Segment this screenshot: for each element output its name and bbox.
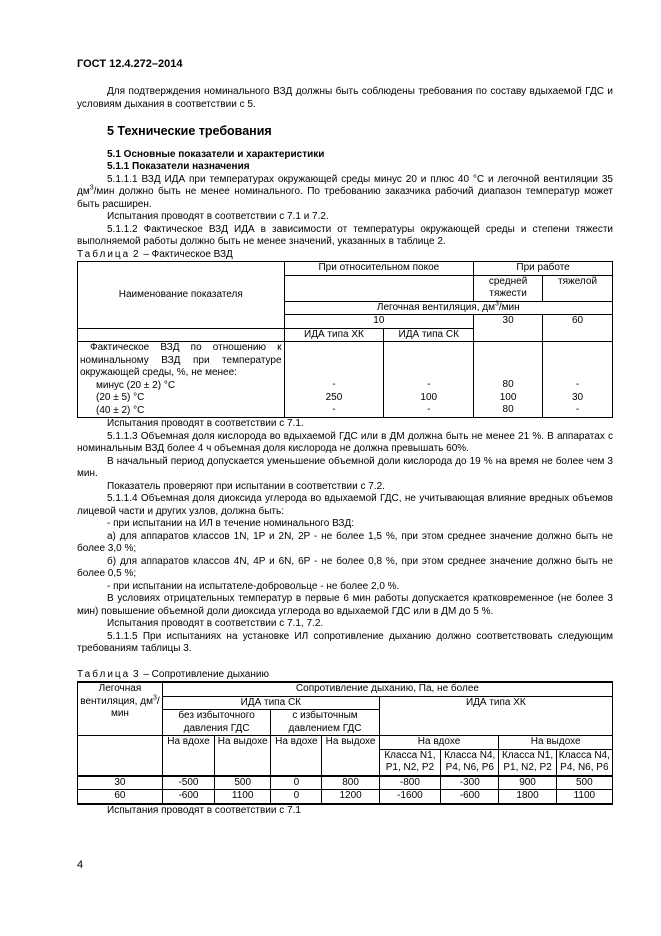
subsection-5-1: 5.1 Основные показатели и характеристики: [107, 148, 325, 160]
test-note-1: Испытания проводят в соответствии с 7.1 и 7.2.: [107, 211, 329, 222]
paragraph-5-1-1-5: 5.1.1.5 При испытаниях на установке ИЛ сопротивление дыханию должно соответствовать следующим требованиям таблицы 3.: [77, 630, 613, 654]
table-2-rest: При относительном покое: [284, 262, 474, 276]
table-3: [77, 681, 613, 805]
table-2-caption: Таблица 2 – Фактическое ВЗД: [77, 248, 233, 260]
paragraph-5-1-1-3: 5.1.1.3 Объемная доля кислорода во вдыхаемой ГДС или в ДМ должна быть не менее 21 %. В аппаратах с номинальным ВЗД более 4 ч объемная доля кислорода не должна превышать 60%.: [77, 430, 613, 454]
table-3-xk: ИДА типа ХК: [379, 696, 612, 710]
table-3-class-b-exhale: Класса N4, P4, N6, P6: [556, 749, 612, 776]
table-2-heavy-values: - 30 -: [543, 342, 613, 418]
table-2-v30: 30: [474, 315, 543, 342]
table-2-col-name: Наименование показателя: [78, 262, 285, 329]
table-row: 60 -600 1100 0 1200 -1600 -600 1800 1100: [78, 790, 613, 804]
table-3-sk2-inhale: На вдохе: [271, 736, 322, 776]
table-3-xk-exhale: На выдохе: [499, 736, 613, 750]
paragraph-5-1-1-1: 5.1.1.1 ВЗД ИДА при температурах окружающей среды минус 20 и плюс 40 °С и легочной вентиляции 35 $дм^3$/мин должно быть не менее номинального. По требованию заказчика рабочий диапазон температур может быть расширен.: [77, 173, 613, 210]
table-2-v60: 60: [543, 315, 613, 342]
test-note-3: Испытания проводят в соответствии с 7.1, 7.2.: [107, 618, 324, 629]
table-3-resistance: Сопротивление дыханию, Па, не более: [162, 682, 612, 696]
paragraph-item-b: б) для аппаратов классов 4N, 4P и 6N, 6P - не более 0,8 %, при этом среднее значение должно быть не более 0,5 %;: [77, 555, 613, 579]
page-content: [77, 86, 613, 817]
table-2-xk-values: - 250 -: [284, 342, 384, 418]
table-2-vent: Легочная вентиляция, $дм^3$/мин: [284, 301, 612, 315]
table-3-class-b-inhale: Класса N4, P4, N6, P6: [441, 749, 499, 776]
paragraph-initial-period: В начальный период допускается уменьшение объемной доли кислорода до 19 % на время не более чем 3 мин.: [77, 455, 613, 479]
table-3-sk1-inhale: На вдохе: [162, 736, 214, 776]
test-note-4: Испытания проводят в соответствии с 7.1: [107, 804, 301, 816]
table-2-xk: ИДА типа ХК: [284, 328, 384, 342]
table-3-xk-inhale: На вдохе: [379, 736, 499, 750]
table-3-sk: ИДА типа СК: [162, 696, 379, 710]
table-2-medium-values: 80 100 80: [474, 342, 543, 418]
paragraph-negative-temp: В условиях отрицательных температур в первые 6 мин работы допускается кратковременное (не более 3 мин) повышение объемной доли диоксида углерода во вдыхаемой ГДС или в ДМ до 5 %.: [77, 593, 613, 617]
section-title: 5 Технические требования: [107, 124, 272, 138]
table-3-no-excess: без избыточного давления ГДС: [162, 710, 270, 736]
table-2-sk: ИДА типа СК: [384, 328, 474, 342]
test-note-2: Испытания проводят в соответствии с 7.1.: [107, 418, 304, 429]
paragraph-check: Показатель проверяют при испытании в соответствии с 7.2.: [107, 480, 385, 492]
table-2-medium: средней тяжести: [474, 275, 543, 301]
page-number: 4: [77, 859, 84, 871]
table-3-sk1-exhale: На выдохе: [215, 736, 271, 776]
table-3-vent: Легочная вентиляция, $дм^3$/мин: [78, 682, 163, 736]
subsection-5-1-1: 5.1.1 Показатели назначения: [107, 161, 250, 172]
table-3-caption: Таблица 3 – Сопротивление дыханию: [77, 668, 269, 680]
intro-paragraph: Для подтверждения номинального ВЗД должны быть соблюдены требования по составу вдыхаемой ГДС и условиям дыхания в соответствии с 5.: [77, 86, 613, 110]
paragraph-5-1-1-4: 5.1.1.4 Объемная доля диоксида углерода во вдыхаемой ГДС, не учитывающая влияние вредных объемов лицевой части и других узлов, должна быть:: [77, 493, 613, 517]
table-3-class-a-inhale: Класса N1, P1, N2, P2: [379, 749, 440, 776]
document-header: ГОСТ 12.4.272–2014: [77, 58, 183, 70]
table-2-row-label: Фактическое ВЗД по отношению к номинальному ВЗД при температуре окружающей среды, %, не менее: минус (20 ± 2) °С (20 ± 5) °С (40 ± 2) °С: [78, 342, 285, 418]
table-2: [77, 261, 613, 418]
table-3-sk2-exhale: На выдохе: [322, 736, 379, 776]
table-2-heavy: тяжелой: [543, 275, 613, 301]
table-3-class-a-exhale: Класса N1, P1, N2, P2: [499, 749, 556, 776]
paragraph-il-test: - при испытании на ИЛ в течение номинального ВЗД:: [107, 518, 354, 529]
table-row: 30 -500 500 0 800 -800 -300 900 500: [78, 776, 613, 790]
paragraph-5-1-1-2: 5.1.1.2 Фактическое ВЗД ИДА в зависимости от температуры окружающей среды и степени тяжести выполняемой работы должно быть не менее значений, указанных в таблице 2.: [77, 223, 613, 247]
paragraph-item-a: а) для аппаратов классов 1N, 1P и 2N, 2P - не более 1,5 %, при этом среднее значение должно быть не более 3,0 %;: [77, 530, 613, 554]
paragraph-volunteer: - при испытании на испытателе-добровольце - не более 2,0 %.: [107, 580, 400, 592]
table-2-work: При работе: [474, 262, 613, 276]
table-2-v10: 10: [284, 315, 474, 329]
table-2-sk-values: - 100 -: [384, 342, 474, 418]
table-3-with-excess: с избыточным давлением ГДС: [271, 710, 379, 736]
